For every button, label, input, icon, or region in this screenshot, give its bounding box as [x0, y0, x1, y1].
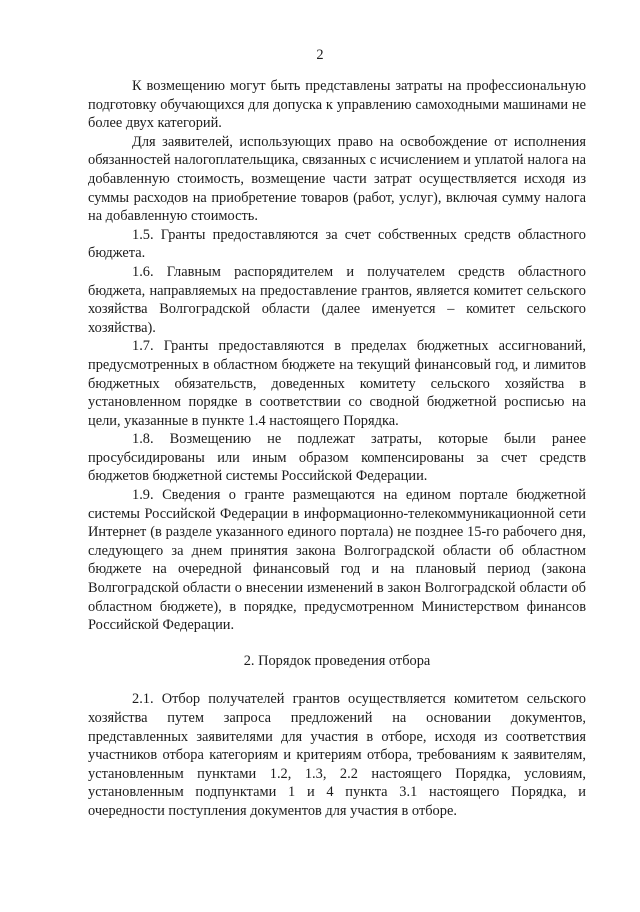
paragraph-1-8: 1.8. Возмещению не подлежат затраты, которые были ранее просубсидированы или иным образом компенсированы за счет средств бюджетов бюджетной системы Российской Федерации.	[88, 431, 586, 485]
paragraph-1-6: 1.6. Главным распорядителем и получателем средств областного бюджета, направляемых на предоставление грантов, является комитет сельского хозяйства Волгоградской области (далее именуется – комитет сельского хозяйства).	[88, 263, 586, 336]
section-heading: 2. Порядок проведения отбора	[243, 652, 431, 669]
paragraph-compensable-costs: К возмещению могут быть представлены затраты на профессиональную подготовку обучающихся для допуска к управлению самоходными машинами не более двух категорий.	[88, 78, 586, 132]
paragraph-vat-exemption: Для заявителей, использующих право на освобождение от исполнения обязанностей налогоплательщика, связанных с исчислением и уплатой налога на добавленную стоимость, возмещение части затрат осуществляется исходя из суммы расходов на приобретение товаров (работ, услуг), включая сумму налога на добавленную стоимость.	[88, 133, 586, 225]
document-body	[88, 77, 586, 821]
paragraph-1-7: 1.7. Гранты предоставляются в пределах бюджетных ассигнований, предусмотренных в областном бюджете на текущий финансовый год, и лимитов бюджетных обязательств, доведенных комитету сельского хозяйства в установленном порядке в соответствии со сводной бюджетной росписью на цели, указанные в пункте 1.4 настоящего Порядка.	[88, 338, 586, 429]
page-number: 2	[316, 47, 324, 63]
paragraph-1-5: 1.5. Гранты предоставляются за счет собственных средств областного бюджета.	[88, 226, 586, 262]
paragraph-2-1: 2.1. Отбор получателей грантов осуществляется комитетом сельского хозяйства путем запроса предложений на основании документов, представленных заявителями для участия в отборе, исходя из соответствия участников отбора категориям и критериям отбора, требованиям к заявителям, установленным пунктами 1.2, 1.3, 2.2 настоящего Порядка, условиям, установленным подпунктами 1 и 4 пункта 3.1 настоящего Порядка, и очередности поступления документов для участия в отборе.	[88, 691, 586, 819]
paragraph-1-9: 1.9. Сведения о гранте размещаются на едином портале бюджетной системы Российской Федерации в информационно-телекоммуникационной сети Интернет (в разделе указанного единого портала) не позднее 15-го рабочего дня, следующего за днем принятия закона Волгоградской области об областном бюджете на очередной финансовый год и на плановый период (закона Волгоградской области о внесении изменений в закон Волгоградской области об областном бюджете), в порядке, предусмотренном Министерством финансов Российской Федерации.	[88, 487, 586, 634]
